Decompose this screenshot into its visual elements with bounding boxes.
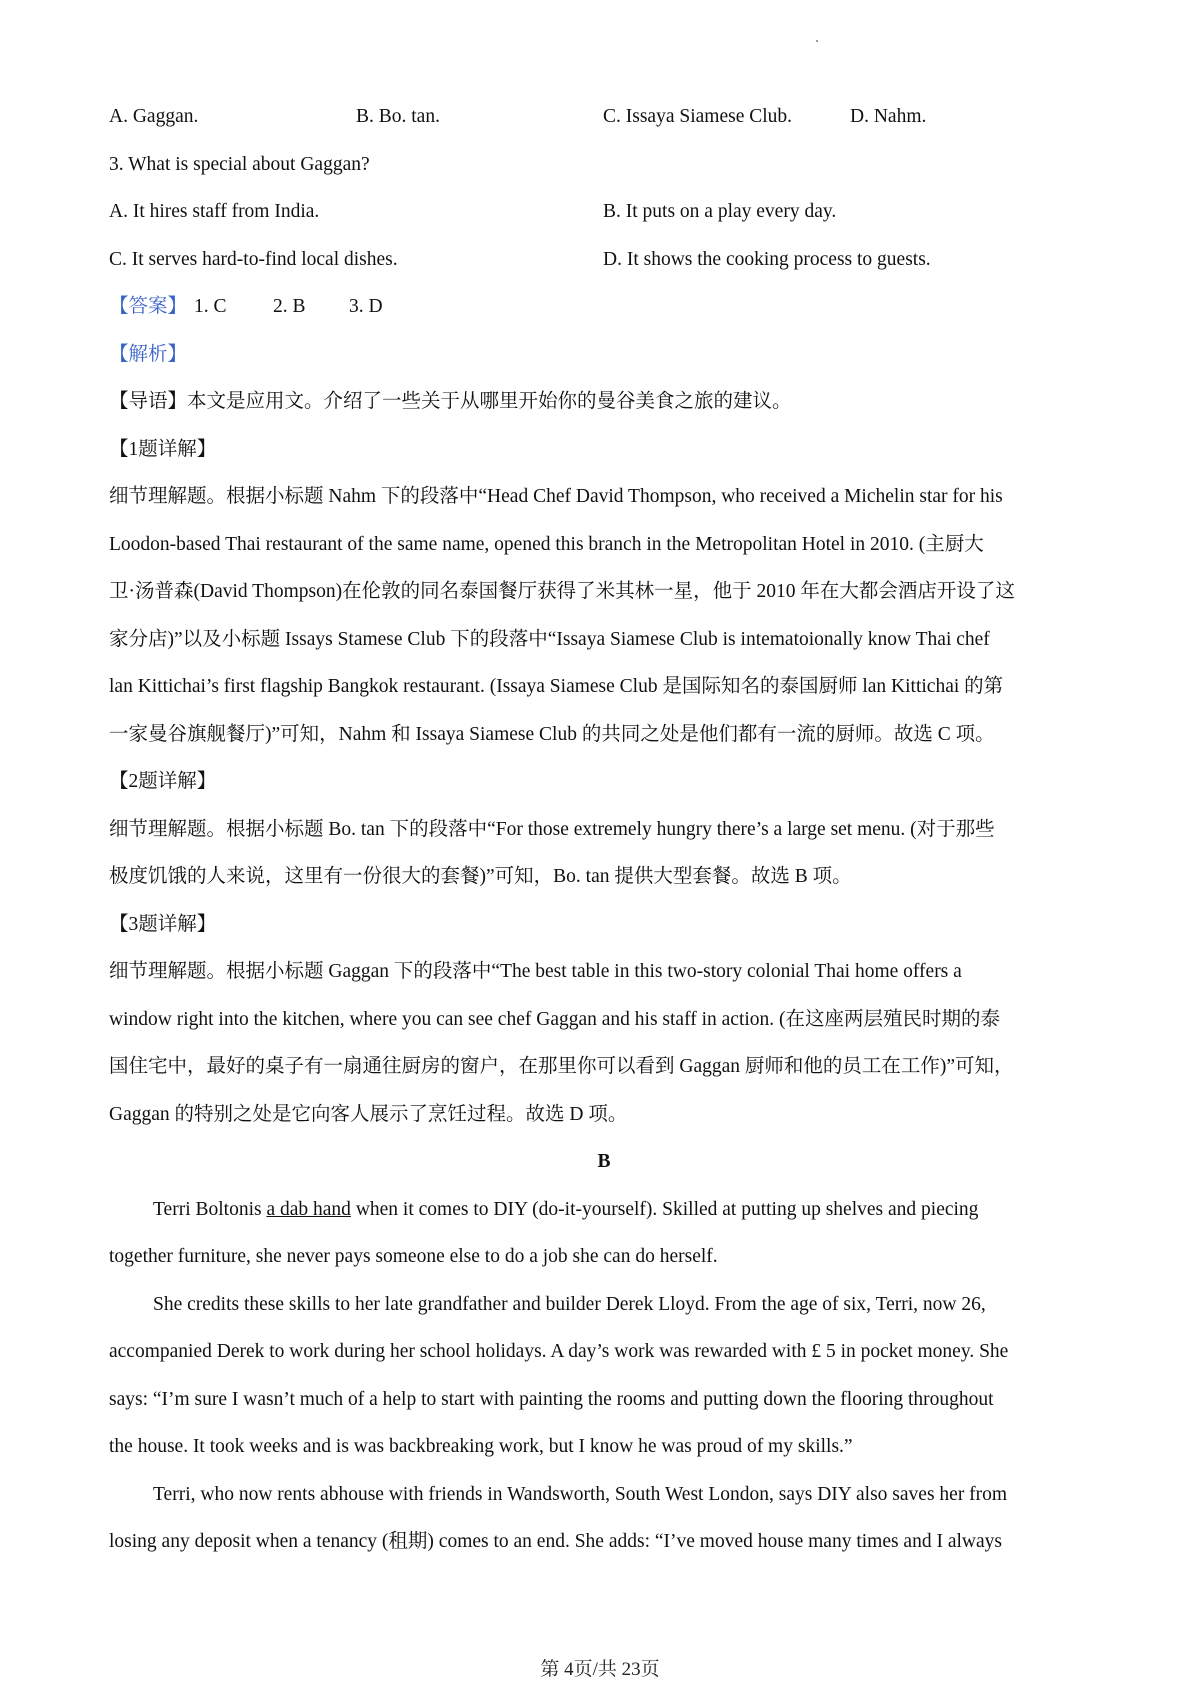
q1-detail-heading: 【1题详解】	[109, 438, 217, 460]
q2-detail-heading: 【2题详解】	[109, 771, 217, 792]
page-content	[109, 93, 1099, 1566]
answer-row	[109, 283, 1099, 331]
q1-detail-line: 一家曼谷旗舰餐厅)”可知，Nahm 和 Issaya Siamese Club 的共同之处是他们都有一流的厨师。故选 C 项。	[109, 723, 995, 745]
q2-detail-line: 极度饥饿的人来说，这里有一份很大的套餐)”可知，Bo. tan 提供大型套餐。故选 B 项。	[109, 866, 852, 887]
passage-b-p1-after: when it comes to DIY (do-it-yourself). Skilled at putting up shelves and piecing	[350, 1198, 979, 1220]
answer-item-1: 1. C	[194, 296, 227, 317]
q3-detail-line: window right into the kitchen, where you can see chef Gaggan and his staff in action. (在这座两层殖民时期的泰	[109, 1008, 1001, 1030]
passage-b-p2-line: says: “I’m sure I wasn’t much of a help to start with painting the rooms and putting down the flooring throughout	[109, 1388, 994, 1410]
q2-option-d: D. Nahm.	[850, 106, 927, 127]
answer-item-2: 2. B	[273, 296, 306, 317]
answer-item-3: 3. D	[349, 296, 383, 317]
q3-options-row-1	[109, 188, 1099, 236]
answer-label: 【答案】	[109, 296, 188, 317]
q1-detail-line: 细节理解题。根据小标题 Nahm 下的段落中“Head Chef David Thompson, who received a Michelin star for his	[109, 486, 1003, 507]
passage-b-p2-line: accompanied Derek to work during her school holidays. A day’s work was rewarded with £ 5 in pocket money. She	[109, 1341, 1009, 1362]
passage-b-p2-line: She credits these skills to her late grandfather and builder Derek Lloyd. From the age of six, Terri, now 26,	[153, 1293, 986, 1315]
q2-option-c: C. Issaya Siamese Club.	[603, 106, 793, 127]
q2-options-row	[109, 93, 1099, 141]
passage-b-p3-line: Terri, who now rents abhouse with friends in Wandsworth, South West London, says DIY also saves her from	[153, 1483, 1008, 1505]
passage-b-p1-line-1	[109, 1186, 1099, 1234]
q3-detail-heading: 【3题详解】	[109, 913, 217, 935]
intro-line: 【导语】本文是应用文。介绍了一些关于从哪里开始你的曼谷美食之旅的建议。	[109, 391, 792, 412]
q2-option-b: B. Bo. tan.	[356, 106, 440, 127]
q1-detail-line: 家分店)”以及小标题 Issays Stamese Club 下的段落中“Issaya Siamese Club is intematoionally know Thai chef	[109, 628, 990, 650]
section-b-title: B	[597, 1151, 611, 1172]
q1-detail-line: Loodon-based Thai restaurant of the same name, opened this branch in the Metropolitan Hotel in 2010. (主厨大	[109, 533, 984, 555]
passage-b-p1-line-2: together furniture, she never pays someone else to do a job she can do herself.	[109, 1246, 718, 1267]
page-footer: 第 4页/共 23页	[540, 1659, 660, 1680]
analysis-label: 【解析】	[109, 343, 188, 365]
scan-dot	[816, 40, 818, 42]
q3-detail-line: Gaggan 的特别之处是它向客人展示了烹饪过程。故选 D 项。	[109, 1103, 628, 1125]
underlined-phrase: a dab hand	[266, 1198, 351, 1220]
passage-b-p2-line: the house. It took weeks and is was backbreaking work, but I know he was proud of my skills.”	[109, 1436, 853, 1457]
q2-option-a: A. Gaggan.	[109, 106, 199, 127]
q3-option-d: D. It shows the cooking process to guests.	[603, 248, 931, 270]
q3-option-c: C. It serves hard-to-find local dishes.	[109, 248, 398, 270]
q2-detail-line: 细节理解题。根据小标题 Bo. tan 下的段落中“For those extremely hungry there’s a large set menu. (对于那些	[109, 818, 995, 840]
q1-detail-line: 卫·汤普森(David Thompson)在伦敦的同名泰国餐厅获得了米其林一星，他于 2010 年在大都会酒店开设了这	[109, 581, 1015, 602]
q1-detail-line: lan Kittichai’s first flagship Bangkok restaurant. (Issaya Siamese Club 是国际知名的泰国厨师 lan Kittichai 的第	[109, 676, 1004, 697]
q3-options-row-2	[109, 236, 1099, 284]
q3-detail-line: 细节理解题。根据小标题 Gaggan 下的段落中“The best table in this two-story colonial Thai home offers a	[109, 961, 962, 982]
q3-option-a: A. It hires staff from India.	[109, 201, 320, 222]
q3-detail-line: 国住宅中，最好的桌子有一扇通往厨房的窗户，在那里你可以看到 Gaggan 厨师和他的员工在工作)”可知，	[109, 1056, 1014, 1077]
passage-b-p3-line: losing any deposit when a tenancy (租期) comes to an end. She adds: “I’ve moved house many times and I always	[109, 1531, 1002, 1552]
q3-stem: 3. What is special about Gaggan?	[109, 153, 370, 175]
passage-b-p1-before: Terri Boltonis	[153, 1198, 267, 1220]
q3-option-b: B. It puts on a play every day.	[603, 201, 837, 222]
